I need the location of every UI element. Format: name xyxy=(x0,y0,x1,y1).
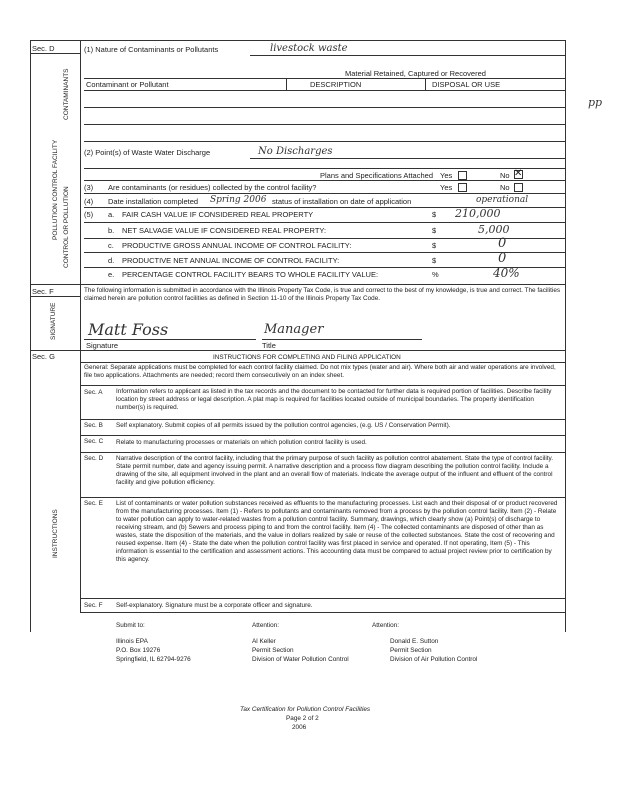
divider xyxy=(80,598,566,599)
side-label-facility: POLLUTION CONTROL FACILITY xyxy=(52,139,59,240)
col-contaminant: Contaminant or Pollutant xyxy=(86,80,169,89)
row-line xyxy=(84,252,565,253)
signature: Matt Foss xyxy=(88,320,169,339)
divider xyxy=(80,435,566,436)
divider xyxy=(84,78,565,79)
row-letter: e. xyxy=(108,270,115,279)
divider xyxy=(80,452,566,453)
row-value: 210,000 xyxy=(455,207,501,220)
divider xyxy=(30,284,566,285)
divider xyxy=(30,53,80,54)
row-value: 0 xyxy=(498,236,507,251)
title-label: Title xyxy=(262,341,276,350)
item1-value: livestock waste xyxy=(270,43,348,54)
q4-status-value: operational xyxy=(476,195,529,205)
sec-f-label: Sec. F xyxy=(32,287,54,296)
col-description: DESCRIPTION xyxy=(310,80,362,89)
item2-value: No Discharges xyxy=(258,146,333,157)
row-symbol: % xyxy=(432,270,439,279)
row-letter: c. xyxy=(108,241,114,250)
attention-label-air: Attention: xyxy=(372,622,400,629)
row-line xyxy=(84,238,565,239)
q4-num: (4) xyxy=(84,197,94,206)
q4-text: Date installation completed xyxy=(108,197,199,206)
plans-label: Plans and Specifications Attached xyxy=(320,171,433,180)
divider xyxy=(80,385,566,386)
plans-yes-label: Yes xyxy=(440,171,453,180)
row-value: 0 xyxy=(498,251,507,266)
row-label: NET SALVAGE VALUE IF CONSIDERED REAL PROPERTY: xyxy=(122,226,327,235)
divider xyxy=(80,284,81,350)
instr-sec-f-text: Self-explanatory. Signature must be a corporate officer and signature. xyxy=(116,602,313,609)
divider xyxy=(565,40,566,632)
instr-sec-e-label: Sec. E xyxy=(84,500,103,507)
sec-g-label: Sec. G xyxy=(32,352,55,361)
footer-title: Tax Certification for Pollution Control Facilities xyxy=(240,706,371,713)
row-line xyxy=(84,124,565,125)
row-letter: d. xyxy=(108,256,115,265)
submit-to-label: Submit to: xyxy=(116,622,145,629)
row-label: PRODUCTIVE GROSS ANNUAL INCOME OF CONTROL FACILITY: xyxy=(122,241,352,250)
sec-d-label: Sec. D xyxy=(32,44,55,53)
row-letter: a. xyxy=(108,210,115,219)
row-line xyxy=(84,141,565,142)
signature-label: Signature xyxy=(86,341,119,350)
row-line xyxy=(84,107,565,108)
plans-no-label: No xyxy=(500,171,510,180)
divider xyxy=(30,40,31,632)
divider xyxy=(30,296,80,297)
underline xyxy=(262,339,422,340)
instr-sec-b-text: Self explanatory. Submit copies of all permits issued by the pollution control agencies, (e.g. US / Conservation Permit). xyxy=(116,422,451,429)
instr-sec-c-label: Sec. C xyxy=(84,438,104,445)
divider xyxy=(80,612,566,613)
item1-label: (1) Nature of Contaminants or Pollutants xyxy=(84,45,219,54)
address-line: Illinois EPA xyxy=(116,638,148,645)
instr-sec-b-label: Sec. B xyxy=(84,422,103,429)
divider xyxy=(80,419,566,420)
row-value: 5,000 xyxy=(478,223,510,236)
row-label: PRODUCTIVE NET ANNUAL INCOME OF CONTROL FACILITY: xyxy=(122,256,340,265)
q3-yes-checkbox[interactable] xyxy=(458,183,467,192)
side-label-contaminants: CONTAMINANTS xyxy=(63,68,70,120)
contact-water-line: Permit Section xyxy=(252,647,294,654)
row-value: 40% xyxy=(493,266,520,280)
divider xyxy=(30,40,566,41)
instr-sec-f-label: Sec. F xyxy=(84,602,103,609)
contact-water-line: Division of Water Pollution Control xyxy=(252,656,349,663)
instr-sec-d-label: Sec. D xyxy=(84,455,104,462)
underline xyxy=(250,158,565,159)
certification-text: The following information is submitted in accordance with the Illinois Property Tax Code, is true and correct to the best of my knowledge, is true and correct. The facilities claimed herein are pollution control facilities as defined in Section 11-10 of the Illinois Property Tax Code. xyxy=(84,287,561,302)
underline xyxy=(250,55,565,56)
address-line: Springfield, IL 62794-9276 xyxy=(116,656,191,663)
divider xyxy=(80,362,566,363)
row-symbol: $ xyxy=(432,210,437,219)
row-symbol: $ xyxy=(432,226,437,235)
general-instructions: General: Separate applications must be completed for each control facility claimed. Do not mix types (water and air). Where both air and water operations are involved, file two applications. Attachments are needed; record them consecutively on an index sheet. xyxy=(84,364,556,379)
row-symbol: $ xyxy=(432,241,437,250)
material-header: Material Retained, Captured or Recovered xyxy=(345,69,486,78)
row-letter: b. xyxy=(108,226,115,235)
row-line xyxy=(84,168,565,169)
contact-air-line: Donald E. Sutton xyxy=(390,638,439,645)
q4-status: status of installation on date of application xyxy=(272,197,412,206)
q3-text: Are contaminants (or residues) collected by the control facility? xyxy=(108,183,317,192)
instr-sec-d-text: Narrative description of the control facility, including that the primary purpose of such facility as pollution control abatement. State the type of control facility. State permit number, date and agency issuing permit. A narrative description and a process flow diagram describing the pollution control facility. Include a drawing of the site, all equipment involved in the plant and an overall flow of materials. Indicate the average output of the influent and effluent of the control facility and give pollution efficiency. xyxy=(116,455,554,486)
divider xyxy=(80,40,81,286)
attention-label-water: Attention: xyxy=(252,622,280,629)
divider xyxy=(80,350,81,612)
row-symbol: $ xyxy=(432,256,437,265)
address-line: P.O. Box 19276 xyxy=(116,647,161,654)
contact-air-line: Division of Air Pollution Control xyxy=(390,656,478,663)
footer-year: 2006 xyxy=(292,724,307,731)
row-label: FAIR CASH VALUE IF CONSIDERED REAL PROPERTY xyxy=(122,210,314,219)
footer-page: Page 2 of 2 xyxy=(286,715,319,722)
margin-note: pp xyxy=(588,96,603,109)
instructions-heading: INSTRUCTIONS FOR COMPLETING AND FILING APPLICATION xyxy=(213,354,401,361)
instr-sec-a-text: Information refers to applicant as listed in the tax records and the document to be contacted for further data is required portion of facilities. Describe facility location by street address or legal description. A plat map is required for facilities located outside of municipal boundaries. The property identification number(s) is required. xyxy=(116,388,552,411)
title-value: Manager xyxy=(264,322,324,337)
instr-sec-e-text: List of contaminants or water pollution substances received as effluents to the manufacturing processes. List each and their disposal of or product recovered from the manufacturing processes. Item (1) - Refers to pollutants and contaminants removed from a process by the pollution control facility. Item (2) - Relate to water pollution can apply to water-related wastes from a pollution control facility. Summary, drawings, which clearly show (a) Point(s) of discharge to receiving stream, and (b) Sewers and process piping to and from the control facility. Item (4) - The collected contaminants are disposed of other than as wastes, state the disposition of the materials, and the value in dollars realized by sale or reuse of the collected substances. State the cost of recovering and reused expense. Item (4) - State the date when the pollution control facility was first placed in service and operated. If not operating, Item (5) - This information is essential to the certification and assessment actions. This accounting data must be compared to actual project review prior to certification by this agency. xyxy=(116,500,558,563)
divider xyxy=(30,350,566,351)
side-label-signature: SIGNATURE xyxy=(50,302,57,340)
item2-label: (2) Point(s) of Waste Water Discharge xyxy=(84,148,211,157)
underline xyxy=(84,339,256,340)
q3-yes-label: Yes xyxy=(440,183,453,192)
side-label-instructions: INSTRUCTIONS xyxy=(52,509,59,558)
q4-value: Spring 2006 xyxy=(210,195,267,205)
contact-air-line: Permit Section xyxy=(390,647,432,654)
divider xyxy=(84,90,565,91)
instr-sec-c-text: Relate to manufacturing processes or materials on which pollution control facility is used. xyxy=(116,439,367,446)
row-line xyxy=(84,180,565,181)
check-mark-icon: ✕ xyxy=(514,168,523,179)
instr-sec-a-label: Sec. A xyxy=(84,389,103,396)
side-label-control: CONTROL OR POLLUTION xyxy=(63,186,70,268)
q3-num: (3) xyxy=(84,183,94,192)
q5-num: (5) xyxy=(84,210,94,219)
row-label: PERCENTAGE CONTROL FACILITY BEARS TO WHOLE FACILITY VALUE: xyxy=(122,270,379,279)
q3-no-label: No xyxy=(500,183,510,192)
q3-no-checkbox[interactable] xyxy=(514,183,523,192)
divider xyxy=(80,497,566,498)
divider xyxy=(286,78,287,90)
plans-yes-checkbox[interactable] xyxy=(458,171,467,180)
contact-water-line: Al Keller xyxy=(252,638,276,645)
row-line xyxy=(84,193,565,194)
col-disposal: DISPOSAL OR USE xyxy=(432,80,501,89)
divider xyxy=(425,78,426,90)
